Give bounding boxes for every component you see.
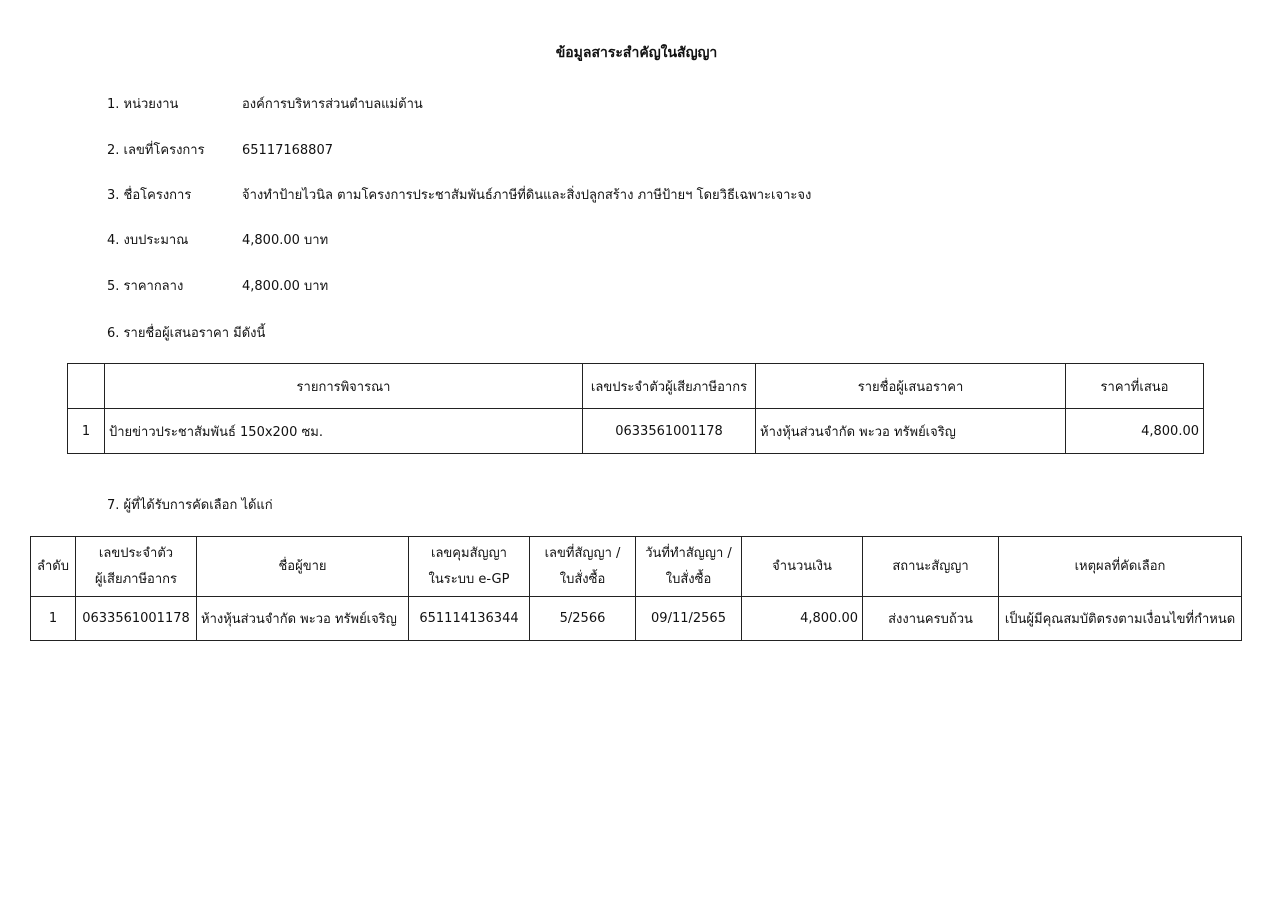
cell-contract-no: 5/2566 <box>530 597 636 641</box>
header-status: สถานะสัญญา <box>863 537 999 597</box>
info-value: องค์การบริหารส่วนตำบลแม่ต้าน <box>242 97 423 112</box>
header-bidder-name: รายชื่อผู้เสนอราคา <box>756 364 1066 409</box>
header-line: เลขคุมสัญญา <box>431 545 507 561</box>
info-value: จ้างทำป้ายไวนิล ตามโครงการประชาสัมพันธ์ภาษีที่ดินและสิ่งปลูกสร้าง ภาษีป้ายฯ โดยวิธีเฉพาะเจาะจง <box>242 188 812 203</box>
cell-offer-price: 4,800.00 <box>1066 409 1204 454</box>
info-label: 1. หน่วยงาน <box>107 97 179 112</box>
info-value: 65117168807 <box>242 143 333 158</box>
header-amount: จำนวนเงิน <box>742 537 863 597</box>
bidders-header-row <box>68 364 1204 409</box>
cell-seq: 1 <box>31 597 76 641</box>
document-title: ข้อมูลสาระสำคัญในสัญญา <box>555 45 718 61</box>
info-label: 2. เลขที่โครงการ <box>107 143 205 158</box>
table-row <box>68 409 1204 454</box>
winners-table <box>30 536 1242 641</box>
header-line: ผู้เสียภาษีอากร <box>94 571 177 587</box>
info-value: 4,800.00 บาท <box>242 233 329 248</box>
winners-header-row <box>31 537 1242 597</box>
info-label: 5. ราคากลาง <box>107 279 184 294</box>
info-value: 4,800.00 บาท <box>242 279 329 294</box>
header-contract-date <box>636 537 742 597</box>
header-line: เลขที่สัญญา / <box>544 545 621 561</box>
cell-seller: ห้างหุ้นส่วนจำกัด พะวอ ทรัพย์เจริญ <box>197 597 409 641</box>
cell-status: ส่งงานครบถ้วน <box>863 597 999 641</box>
header-line: เลขประจำตัว <box>98 545 174 561</box>
info-label: 3. ชื่อโครงการ <box>107 188 192 203</box>
header-tax-id <box>76 537 197 597</box>
cell-control-no: 651114136344 <box>409 597 530 641</box>
cell-tax-id: 0633561001178 <box>583 409 756 454</box>
cell-tax-id: 0633561001178 <box>76 597 197 641</box>
header-line: วันที่ทำสัญญา / <box>645 545 732 561</box>
section-6-heading: 6. รายชื่อผู้เสนอราคา มีดังนี้ <box>107 326 266 341</box>
cell-no: 1 <box>68 409 105 454</box>
header-no <box>68 364 105 409</box>
section-7-heading: 7. ผู้ที่ได้รับการคัดเลือก ได้แก่ <box>107 498 273 513</box>
bidders-table <box>67 363 1204 454</box>
cell-bidder-name: ห้างหุ้นส่วนจำกัด พะวอ ทรัพย์เจริญ <box>756 409 1066 454</box>
header-line: ใบสั่งซื้อ <box>559 571 606 587</box>
info-label: 4. งบประมาณ <box>107 233 189 248</box>
header-control-no <box>409 537 530 597</box>
header-contract-no <box>530 537 636 597</box>
table-row <box>31 597 1242 641</box>
header-seq: ลำดับ <box>31 537 76 597</box>
header-line: ใบสั่งซื้อ <box>665 571 712 587</box>
header-seller: ชื่อผู้ขาย <box>197 537 409 597</box>
cell-reason: เป็นผู้มีคุณสมบัติตรงตามเงื่อนไขที่กำหนด <box>999 597 1242 641</box>
header-reason: เหตุผลที่คัดเลือก <box>999 537 1242 597</box>
header-tax-id: เลขประจำตัวผู้เสียภาษีอากร <box>583 364 756 409</box>
cell-amount: 4,800.00 <box>742 597 863 641</box>
header-offer-price: ราคาที่เสนอ <box>1066 364 1204 409</box>
header-line: ในระบบ e-GP <box>428 571 510 587</box>
cell-contract-date: 09/11/2565 <box>636 597 742 641</box>
header-item: รายการพิจารณา <box>105 364 583 409</box>
cell-item: ป้ายข่าวประชาสัมพันธ์ 150x200 ซม. <box>105 409 583 454</box>
